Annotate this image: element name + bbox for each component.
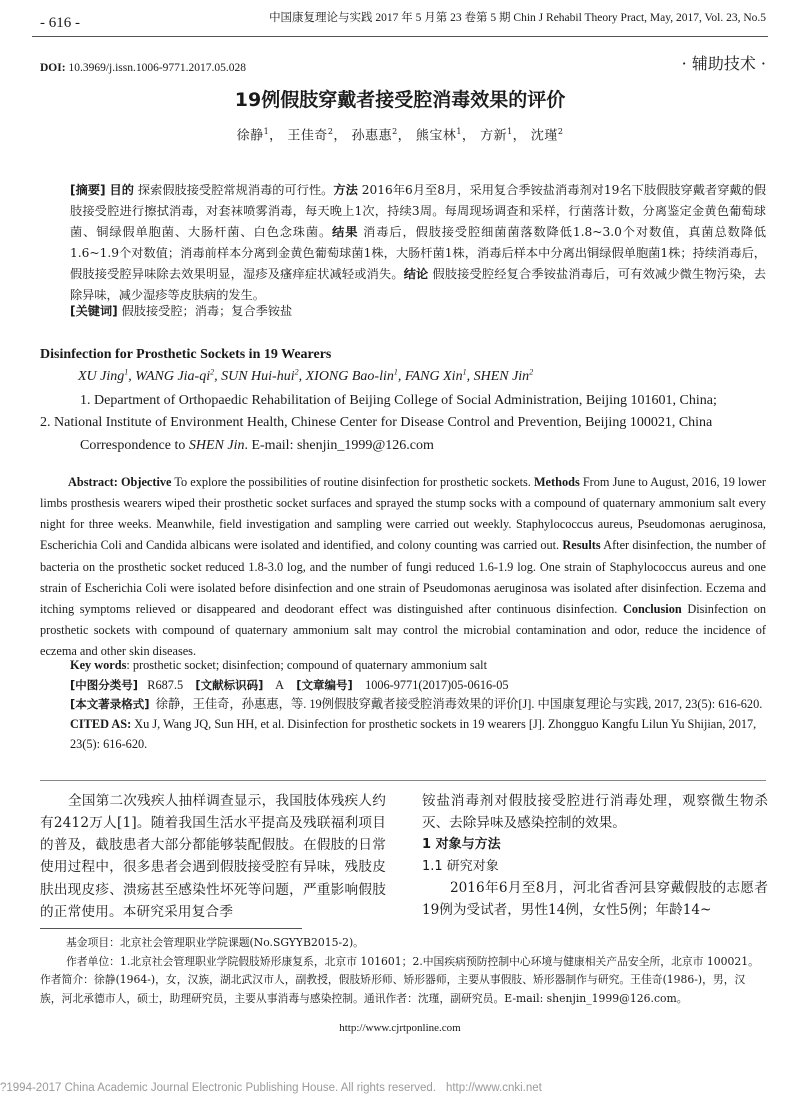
author-affil: 2 — [529, 367, 534, 377]
cited-as-label: CITED AS: — [70, 717, 132, 732]
keywords-en — [70, 656, 766, 676]
author-name: SUN Hui-hui — [221, 369, 295, 384]
author-affil: 1 — [263, 127, 270, 136]
citation-cn-value: 徐静，王佳奇，孙惠惠，等. 19例假肢穿戴者接受腔消毒效果的评价[J]. 中国康复理论与实践, 2017, 23(5): 616-620. — [155, 697, 763, 712]
author-affil: 2 — [327, 127, 334, 136]
keywords-cn — [70, 302, 766, 321]
header-rule — [32, 36, 768, 37]
fund-note: 基金项目：北京社会管理职业学院课题(No.SGYYB2015-2)。 — [66, 936, 364, 949]
section-heading: 1 对象与方法 — [422, 837, 501, 853]
conclusion-en-label: Conclusion — [622, 601, 682, 616]
author-affil: 1 — [456, 127, 462, 136]
clc-value: R687.5 — [147, 677, 184, 692]
citation-cn-label: [本文著录格式] — [70, 697, 150, 712]
body-paragraph: 铵盐消毒剂对假肢接受腔进行消毒处理，观察微生物杀灭、去除异味及感染控制的效果。 — [422, 793, 768, 832]
objective-en-text: To explore the possibilities of routine disinfection for prosthetic sockets. — [174, 475, 531, 489]
doc-code-value: A — [275, 677, 284, 692]
author-name: WANG Jia-qi — [135, 369, 211, 384]
conclusion-label: 结论 — [403, 266, 429, 281]
abstract-en-label: Abstract: — [68, 475, 118, 489]
author-affil: 2 — [557, 127, 564, 136]
abstract-en — [40, 472, 766, 662]
cited-as — [70, 715, 766, 754]
correspondence-name: SHEN Jin — [188, 437, 245, 453]
conclusion-en-text: Disinfection on prosthetic sockets with compound of quaternary ammonium salt may control the microbial contamination and odor, reduce the incidence of eczema and other skin diseases. — [40, 601, 766, 659]
article-no-value: 1006-9771(2017)05-0616-05 — [365, 677, 509, 692]
results-en-text: After disinfection, the number of bacteria on the prosthetic socket reduced 1.8-3.0 log, and the number of fungi reduced 1.6-1.9 log. One strain of Staphylococcus aureus and one strain of Escherichia Coli were isolated before disinfection and one strain of Pseudomonas aeruginosa was isolated after disinfection. Eczema and itching symptoms relieved or disappeared and deodorant effect was distinguished after continuous disinfection. — [40, 538, 766, 616]
cnki-link[interactable]: http://www.cnki.net — [445, 1082, 542, 1094]
affiliation-1: 1. Department of Orthopaedic Rehabilitation of Beijing College of Social Administration, Beijing 101601, China; — [80, 393, 717, 408]
methods-label: 方法 — [333, 183, 358, 197]
affiliation-2: 2. National Institute of Environment Health, Chinese Center for Disease Control and Prevention, Beijing 100021, China — [40, 415, 713, 431]
author-affil: 2 — [392, 127, 398, 136]
abstract-cn — [70, 180, 766, 306]
doi — [40, 60, 246, 78]
author-affil: 2 — [294, 367, 299, 377]
correspondence-email[interactable]: . E-mail: shenjin_1999@126.com — [244, 437, 434, 453]
correspondence-prefix: Correspondence to — [80, 437, 186, 453]
author-name: 沈瑾 — [530, 128, 558, 144]
author-name: 孙惠惠 — [351, 128, 393, 144]
author-affil: 2 — [210, 367, 215, 377]
methods-en-text: From June to August, 2016, 19 lower limbs prosthesis wearers wiped their prosthetic socket surfaces and sprayed the stump socks with a compound of quaternary ammonium salt every night for three weeks. Meanwhile, field investigation and sampling were carried out weekly. Staphylococcus aureus, Pseudomonas aeruginosa, Escherichia Coli and Candida albicans were isolated and identified, and colony counting was carried out. — [40, 475, 766, 553]
body-column-right — [422, 790, 768, 921]
keywords-en-label: Key words — [70, 658, 127, 672]
author-name: 熊宝林 — [415, 128, 457, 144]
body-paragraph: 2016年6月至8月，河北省香河县穿戴假肢的志愿者19例为受试者，男性14例，女性5例；年龄14~ — [422, 879, 768, 918]
author-affil: 1 — [462, 367, 467, 377]
correspondence — [40, 435, 766, 457]
footnote-rule — [40, 928, 302, 929]
author-list-en: XU Jing$^1$, WANG Jia-$qi^2$, SUN Hui-hui$^2$, XIONG Bao-lin$^1$, FANG Xin$^1$, SHEN Jin$^2$ — [78, 367, 534, 384]
classification-line — [70, 676, 766, 696]
keywords-value: 假肢接受腔；消毒；复合季铵盐 — [121, 304, 293, 318]
author-name: 方新 — [480, 128, 508, 144]
footnotes — [40, 934, 766, 1008]
copyright-text: ?1994-2017 China Academic Journal Electronic Publishing House. All rights reserved. — [0, 1082, 436, 1094]
author-name: 徐静 — [236, 128, 264, 144]
methods-text: 2016年6月至8月，采用复合季铵盐消毒剂对19名下肢假肢穿戴者穿戴的假肢接受腔进行擦拭消毒，对套袜喷雾消毒，每天晚上1次，持续3周。每周现场调查和采样，行菌落计数，分离鉴定金黄色葡萄球菌、铜绿假单胞菌、大肠杆菌、白色念珠菌。 — [70, 183, 767, 239]
page-number: - 616 - — [40, 15, 80, 31]
article-title-en: Disinfection for Prosthetic Sockets in 19 Wearers — [40, 347, 332, 362]
objective-text: 探索假肢接受腔常规消毒的可行性。 — [137, 183, 334, 197]
author-affil: 1 — [507, 127, 513, 136]
objective-label: 目的 — [109, 183, 134, 197]
cited-as-value: Xu J, Wang JQ, Sun HH, et al. Disinfection for prosthetic sockets in 19 wearers [J]. Zhongguo Kangfu Lilun Yu Shijian, 2017, 23(5): 616-620. — [70, 717, 757, 751]
section-divider — [40, 780, 766, 781]
journal-header: 中国康复理论与实践 2017 年 5 月第 23 卷第 5 期 Chin J Rehabil Theory Pract, May, 2017, Vol. 23, No.5 — [269, 12, 766, 24]
clc-label: [中图分类号] — [70, 677, 139, 692]
doi-label: DOI: — [40, 62, 66, 74]
author-name: XIONG Bao-lin — [305, 369, 394, 384]
abstract-label: [摘要] — [70, 183, 106, 197]
keywords-en-value: : prosthetic socket; disinfection; compound of quaternary ammonium salt — [126, 658, 487, 672]
objective-en-label: Objective — [120, 475, 172, 489]
section-tag: · 辅助技术 · — [681, 54, 766, 73]
article-title-cn: 19例假肢穿戴者接受腔消毒效果的评价 — [234, 89, 566, 111]
body-column-left: 全国第二次残疾人抽样调查显示，我国肢体残疾人约有2412万人[1]。随着我国生活水平提高及残联福利项目的普及，截肢患者大部分都能够装配假肢。在假肢的日常使用过程中，很多患者会遇到假肢接受腔有异味，残肢皮肤出现皮疹、溃疡甚至感染性坏死等问题，严重影响假肢的正常使用。本研究采用复合季 — [40, 793, 386, 920]
conclusion-text: 假肢接受腔经复合季铵盐消毒后，可有效减少微生物污染，去除异味，减少湿疹等皮肤病的发生。 — [70, 266, 766, 302]
keywords-label: [关键词] — [70, 304, 118, 318]
article-metadata — [70, 656, 766, 754]
doc-code-label: [文献标识码] — [195, 677, 264, 692]
methods-en-label: Methods — [533, 475, 580, 489]
citation-cn — [70, 695, 766, 715]
doi-value: 10.3969/j.issn.1006-9771.2017.05.028 — [68, 62, 247, 74]
results-text: 消毒后，假肢接受腔细菌菌落数降低1.8~3.0个对数值，真菌总数降低1.6~1.9个对数值；消毒前样本分离到金黄色葡萄球菌1株，大肠杆菌1株，消毒后样本中分离出铜绿假单胞菌1株；持续消毒后，假肢接受腔异味除去效果明显，湿疹及瘙痒症状减轻或消失。 — [70, 224, 767, 281]
author-list-cn: 徐静$^1$， 王佳奇$^2$， 孙惠惠$^2$， 熊宝林$^1$， 方新$^1$， 沈瑾$^2$ — [236, 127, 564, 144]
author-note: 作者单位：1.北京社会管理职业学院假肢矫形康复系，北京市 101601；2.中国疾病预防控制中心环境与健康相关产品安全所，北京市 100021。作者简介：徐静(1964-)，女，汉族，湖北武汉市人，副教授，假肢矫形师、矫形器师，主要从事假肢、矫形器制作与研究。王佳奇(1986-)，男，汉族，河北承德市人，硕士，助理研究员，主要从事消毒与感染控制。通讯作者：沈瑾，副研究员。E-mail: shenjin_1999@126.com。 — [40, 954, 759, 1005]
author-name: 王佳奇 — [287, 128, 328, 144]
subsection-heading: 1.1 研究对象 — [422, 858, 499, 874]
copyright-line — [0, 1080, 542, 1098]
author-name: XU Jing — [78, 369, 125, 384]
author-name: FANG Xin — [404, 369, 463, 384]
results-label: 结果 — [332, 224, 359, 239]
journal-url[interactable]: http://www.cjrtponline.com — [339, 1022, 461, 1034]
results-en-label: Results — [562, 538, 601, 553]
author-affil: 1 — [393, 367, 398, 377]
author-name: SHEN Jin — [473, 369, 530, 384]
author-affil: 1 — [124, 367, 129, 377]
article-no-label: [文章编号] — [296, 677, 353, 692]
affiliations — [40, 390, 766, 457]
